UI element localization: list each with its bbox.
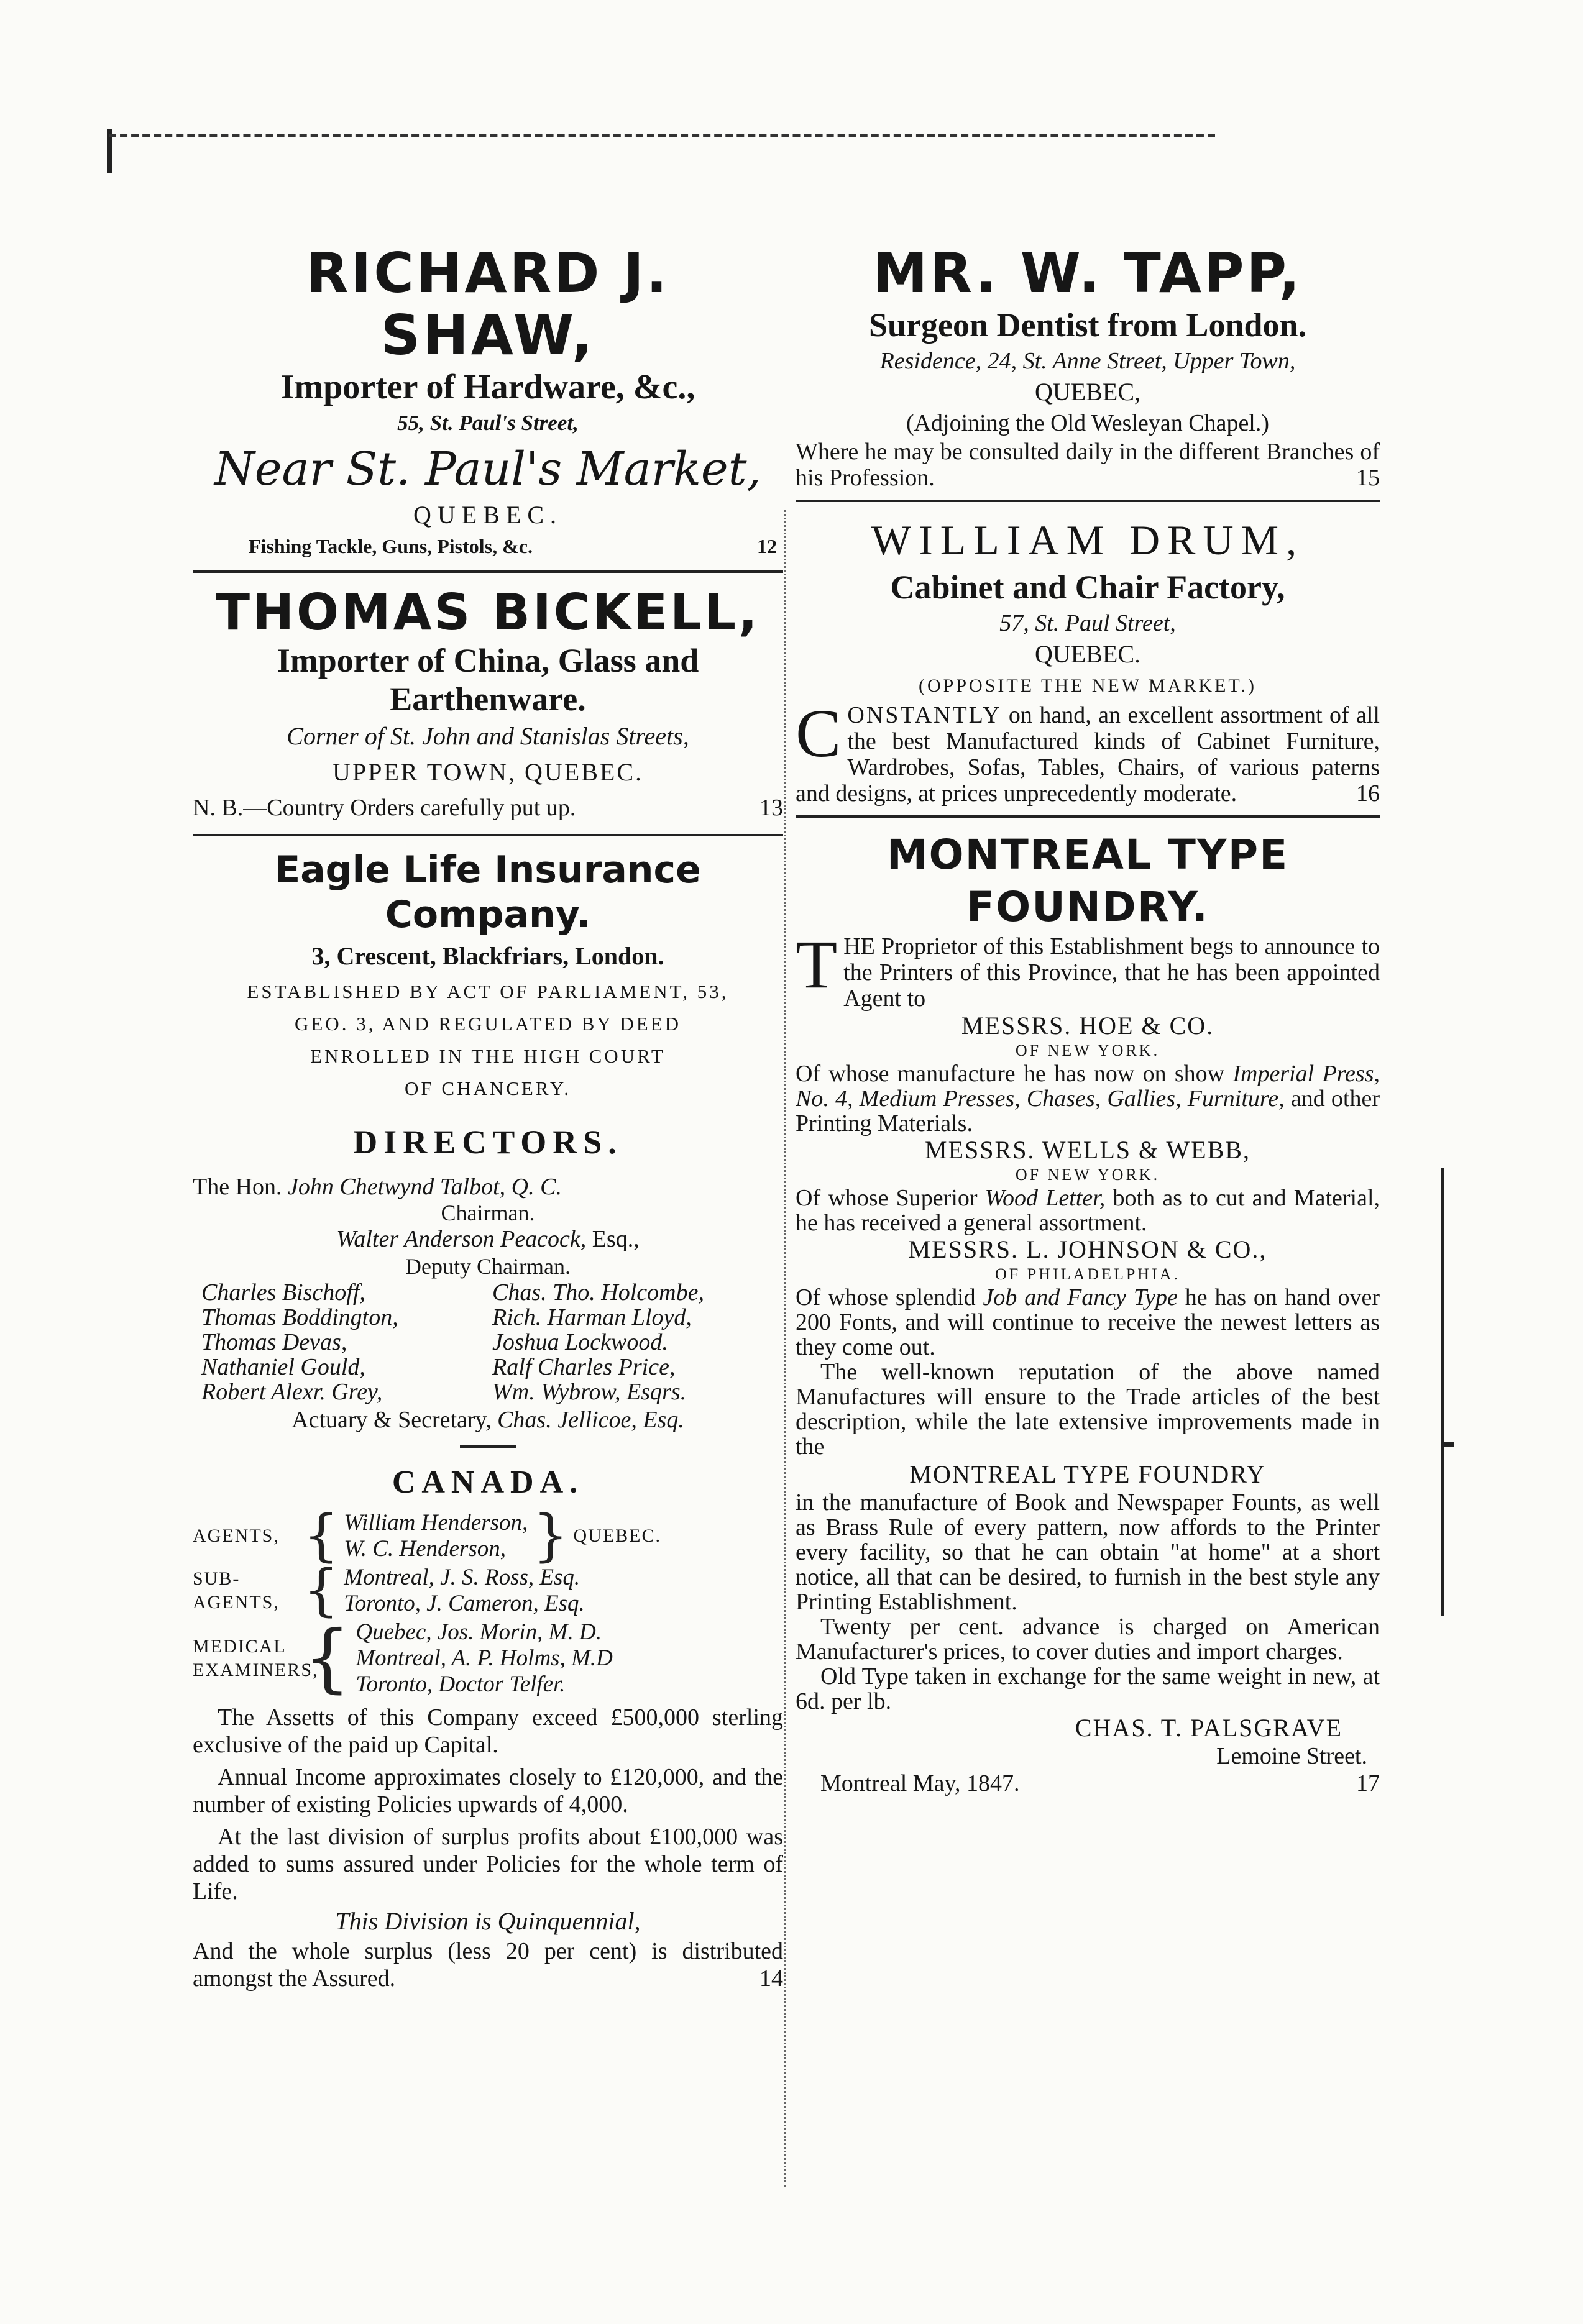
- drum-line1: Cabinet and Chair Factory,: [890, 569, 1285, 606]
- sub-label: AGENTS,: [193, 1592, 280, 1613]
- director-name: Chas. Tho. Holcombe,: [492, 1279, 704, 1306]
- brace-icon: }: [533, 1503, 569, 1568]
- drum-opposite: (OPPOSITE THE NEW MARKET.): [919, 675, 1257, 696]
- bickell-number: 13: [759, 795, 783, 821]
- shaw-goods: Fishing Tackle, Guns, Pistols, &c.: [249, 535, 533, 557]
- wells-line: MESSRS. WELLS & WEBB,: [925, 1136, 1250, 1164]
- foundry-number: 17: [1356, 1770, 1380, 1796]
- tapp-city: QUEBEC,: [1035, 378, 1140, 406]
- deputy-label: Deputy Chairman.: [405, 1254, 571, 1279]
- shaw-advertisement: [193, 242, 783, 562]
- actuary-label: Actuary & Secretary,: [291, 1407, 492, 1433]
- foundry-advertisement: [796, 829, 1380, 1797]
- brace-icon: {: [303, 1558, 339, 1623]
- director-name: Wm. Wybrow, Esqrs.: [492, 1379, 687, 1405]
- eagle-est2: GEO. 3, AND REGULATED BY DEED: [294, 1013, 681, 1035]
- drum-name: WILLIAM DRUM,: [871, 516, 1305, 564]
- margin-mark: [1441, 1168, 1444, 1616]
- manufacture-text: in the manufacture of Book and Newspaper Founts, as well as Brass Rule of every pattern, now affords to the Printer every facility, so that he can obtain "at home" at a short notice, all that can be desired, to furnish in the best style any Printing Establishment.: [796, 1489, 1380, 1615]
- short-rule: [460, 1445, 516, 1448]
- drum-body-caps: ONSTANTLY: [847, 702, 1002, 728]
- top-rule: [109, 134, 1215, 137]
- sub-agents-block: [193, 1558, 783, 1623]
- chairman-label: Chairman.: [441, 1201, 535, 1225]
- reputation-text: The well-known reputation of the above named Manufactures will ensure to the Trade articles of the best description, while the late extensive improvements made in the: [796, 1359, 1380, 1460]
- director-name: Robert Alexr. Grey,: [201, 1379, 383, 1405]
- drum-advertisement: [796, 513, 1380, 807]
- agents-city: QUEBEC.: [573, 1526, 662, 1546]
- medical-label: EXAMINERS,: [193, 1660, 319, 1680]
- bickell-note: N. B.—Country Orders carefully put up.: [193, 795, 576, 821]
- separator: [796, 815, 1380, 818]
- whose1-items: Imperial Press, No. 4, Medium Presses, Chases, Gallies, Furniture,: [796, 1061, 1380, 1112]
- sub-agent-line: Montreal, J. S. Ross, Esq.: [344, 1565, 580, 1590]
- eagle-est3: ENROLLED IN THE HIGH COURT: [310, 1045, 666, 1067]
- twenty-text: Twenty per cent. advance is charged on American Manufacturer's prices, to cover duties and import charges.: [796, 1614, 1380, 1665]
- medical-line: Quebec, Jos. Morin, M. D.: [356, 1619, 602, 1645]
- tapp-where: Where he may be consulted daily in the different Branches of his Profession.: [796, 439, 1380, 491]
- medical-line: Montreal, A. P. Holms, M.D: [356, 1645, 613, 1671]
- canada-heading: CANADA.: [392, 1465, 584, 1500]
- eagle-address: 3, Crescent, Blackfriars, London.: [311, 942, 664, 970]
- ny-line: OF NEW YORK.: [1015, 1166, 1160, 1184]
- directors-list: [193, 1280, 783, 1404]
- shaw-address: 55, St. Paul's Street,: [397, 411, 579, 435]
- whose2-a: Of whose Superior: [796, 1185, 978, 1211]
- whose1-suffix: and other Printing Materials.: [796, 1086, 1380, 1137]
- division-text: At the last division of surplus profits about £100,000 was added to sums assured under Policies for the whole term of Life.: [193, 1824, 783, 1905]
- drop-cap: C: [796, 695, 842, 771]
- director-name: Thomas Boddington,: [201, 1304, 398, 1330]
- hon-name: John Chetwynd Talbot, Q. C.: [288, 1174, 562, 1200]
- hoe-line: MESSRS. HOE & CO.: [961, 1012, 1214, 1040]
- whose3-italic: Job and Fancy Type: [983, 1284, 1178, 1311]
- right-column: [796, 242, 1380, 2206]
- bickell-line2: Earthenware.: [390, 680, 586, 718]
- drum-address: 57, St. Paul Street,: [999, 610, 1176, 636]
- bickell-line1: Importer of China, Glass and: [277, 642, 699, 679]
- drum-number: 16: [1356, 780, 1380, 807]
- whose2-italic: Wood Letter,: [984, 1185, 1106, 1211]
- shaw-name: RICHARD J. SHAW,: [306, 242, 670, 367]
- drop-cap: T: [796, 926, 838, 1002]
- shaw-city: QUEBEC.: [413, 501, 562, 529]
- shaw-near: Near St. Paul's Market,: [214, 442, 761, 496]
- agent-name: William Henderson,: [344, 1510, 528, 1535]
- bickell-town: UPPER TOWN, QUEBEC.: [332, 758, 643, 786]
- ny-line: OF NEW YORK.: [1015, 1041, 1160, 1059]
- walter-esq: Esq.,: [592, 1226, 640, 1252]
- bickell-advertisement: [193, 584, 783, 825]
- foundry-intro: Proprietor of this Establishment begs to announce to the Printers of this Province, that he has been appointed Agent to: [843, 933, 1380, 1012]
- agents-label: AGENTS,: [193, 1526, 280, 1546]
- eagle-est4: OF CHANCERY.: [405, 1077, 571, 1099]
- director-name: Ralf Charles Price,: [492, 1354, 676, 1380]
- agents-block: [193, 1503, 783, 1568]
- drum-city: QUEBEC.: [1035, 640, 1140, 668]
- brace-icon: {: [303, 1503, 339, 1568]
- oldtype-text: Old Type taken in exchange for the same weight in new, at 6d. per lb.: [796, 1663, 1380, 1714]
- eagle-advertisement: [193, 848, 783, 1992]
- drum-body: on hand, an excellent assortment of all the best Manufactured kinds of Cabinet Furniture, Wardrobes, Sofas, Tables, Chairs, of various paterns and designs, at prices unprecedently moderate.: [796, 702, 1380, 807]
- whose2-b: both as to cut and Material, he has received a general assortment.: [796, 1185, 1380, 1236]
- income-text: Annual Income approximates closely to £120,000, and the number of existing Policies upwards of 4,000.: [193, 1764, 783, 1818]
- hon-prefix: The Hon.: [193, 1174, 282, 1200]
- whose3-b: he has on hand over 200 Fonts, and will continue to receive the newest letters as they come out.: [796, 1284, 1380, 1360]
- foundry-caps-line: MONTREAL TYPE FOUNDRY: [909, 1460, 1266, 1488]
- tapp-residence: Residence, 24, St. Anne Street, Upper Town,: [879, 348, 1296, 374]
- eagle-name: Eagle Life Insurance Company.: [275, 848, 701, 936]
- bickell-name: THOMAS BICKELL,: [216, 583, 760, 641]
- phila-line: OF PHILADELPHIA.: [995, 1265, 1180, 1283]
- separator: [193, 834, 783, 836]
- assets-text: The Assetts of this Company exceed £500,000 sterling exclusive of the paid up Capital.: [193, 1704, 783, 1758]
- sub-agent-line: Toronto, J. Cameron, Esq.: [344, 1591, 585, 1616]
- johnson-line: MESSRS. L. JOHNSON & CO.,: [908, 1235, 1267, 1263]
- director-name: Charles Bischoff,: [201, 1279, 365, 1306]
- whose1-prefix: Of whose manufacture he has now on show: [796, 1061, 1225, 1087]
- director-name: Thomas Devas,: [201, 1329, 347, 1355]
- tapp-advertisement: [796, 242, 1380, 491]
- foundry-intro-caps: HE: [843, 933, 875, 959]
- street: Lemoine Street.: [1216, 1743, 1367, 1769]
- whose3-a: Of whose splendid: [796, 1284, 976, 1311]
- agent-name: W. C. Henderson,: [344, 1536, 506, 1562]
- walter-name: Walter Anderson Peacock,: [336, 1226, 587, 1252]
- sub-label: SUB-: [193, 1568, 241, 1589]
- director-name: Nathaniel Gould,: [201, 1354, 365, 1380]
- separator: [796, 500, 1380, 502]
- eagle-est1: ESTABLISHED BY ACT OF PARLIAMENT, 53,: [247, 981, 729, 1002]
- tapp-name: MR. W. TAPP,: [873, 242, 1303, 305]
- tapp-number: 15: [1356, 465, 1380, 491]
- date: Montreal May, 1847.: [820, 1770, 1020, 1796]
- separator: [193, 570, 783, 573]
- tapp-line1: Surgeon Dentist from London.: [868, 306, 1307, 344]
- medical-line: Toronto, Doctor Telfer.: [356, 1672, 566, 1697]
- column-divider: [784, 510, 786, 2187]
- foundry-name: MONTREAL TYPE FOUNDRY.: [886, 831, 1289, 931]
- medical-label: MEDICAL: [193, 1636, 287, 1657]
- surplus-text: And the whole surplus (less 20 per cent) is distributed amongst the Assured.: [193, 1938, 783, 1992]
- tapp-adjoin: (Adjoining the Old Wesleyan Chapel.): [906, 410, 1270, 436]
- signer: CHAS. T. PALSGRAVE: [1075, 1714, 1342, 1742]
- director-name: Joshua Lockwood.: [492, 1329, 668, 1355]
- bickell-corner: Corner of St. John and Stanislas Streets,: [287, 722, 689, 750]
- shaw-line1: Importer of Hardware, &c.,: [280, 368, 695, 406]
- quinquennial-text: This Division is Quinquennial,: [335, 1907, 641, 1935]
- margin-mark: [1441, 1442, 1454, 1447]
- medical-block: [193, 1615, 783, 1701]
- shaw-number: 12: [757, 535, 777, 557]
- left-column: [193, 242, 783, 2206]
- directors-heading: DIRECTORS.: [353, 1123, 623, 1161]
- brace-icon: {: [303, 1615, 351, 1701]
- director-name: Rich. Harman Lloyd,: [492, 1304, 692, 1330]
- actuary-name: Chas. Jellicoe, Esq.: [497, 1407, 684, 1433]
- eagle-number: 14: [759, 1965, 783, 1992]
